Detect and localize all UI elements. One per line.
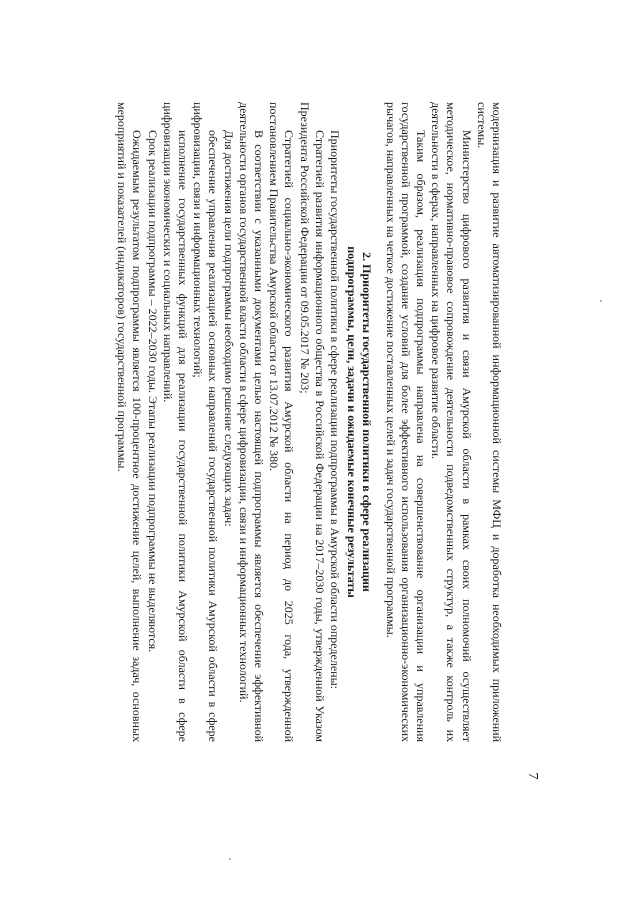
rotated-page-content: [100, 102, 540, 802]
paragraph-expected-result: Ожидаемым результатом подпрограммы является 100-процентное достижение целей, выполнение задач, основных мероприятий и показателей (индикаторов) государственной программы.: [115, 102, 145, 742]
page-number: 7: [525, 772, 540, 780]
paragraph-priorities-intro: Приоритеты государственной политики в сфере реализации подпрограммы в Амурской области определены:: [327, 130, 342, 689]
section-heading: [344, 102, 374, 742]
paragraph-conclusion: Таким образом, реализация подпрограммы направлена на совершенствование организации и управления государственной программой, создание условий для более эффективного использования организационно-экономических рычагов, направленных на четкое достижение поставленных целей и задач государственной программы.: [383, 102, 428, 742]
section-heading-line-2: подпрограммы, цели, задачи и ожидаемые конечные результаты: [345, 246, 360, 598]
paragraph-ministry-role: Министерство цифрового развития и связи Амурской области в рамках своих полномочий осуществляет методическое, нормативно-правовое сопровождение деятельности подведомственных структур, а также контроль их деятельности в сферах, направленных на цифровое развитие области.: [429, 102, 474, 742]
body-text: [114, 102, 504, 742]
section-heading-line-1: 2. Приоритеты государственной политики в сфере реализации: [360, 252, 375, 592]
paragraph-task-1: обеспечение управления реализацией основных направлений государственной политики Амурской области в сфере цифровизации, связи и информационных технологий;: [191, 102, 221, 742]
paragraph-strategy-info-society: Стратегией развития информационного общества в Российской Федерации на 2017–2030 годы, утвержденной Указом Президента Российской Федерации от 09.05.2017 № 203;: [297, 102, 327, 742]
paragraph-strategy-regional: Стратегией социально-экономического развития Амурской области на период до 2025 года, утвержденной постановлением Правительства Амурской области от 13.07.2012 № 380.: [267, 102, 297, 742]
scan-artifact: [229, 858, 231, 860]
paragraph-goal: В соответствии с указанными документами целью настоящей подпрограммы является обеспечение эффективной деятельности органов государственной власти области в сфере цифровизации, связи и информационных технологий.: [236, 102, 266, 742]
scan-artifact: [600, 300, 602, 302]
paragraph-task-2: исполнение государственных функций для реализации государственной политики Амурской области в сфере цифровизации экономических и социальных направлений.: [160, 102, 190, 742]
paragraph-tasks-intro: Для достижения цели подпрограммы необходимо решение следующих задач:: [221, 130, 236, 527]
paragraph-mfc-modernization: модернизация и развитие автоматизированной информационной системы МФЦ и доработка необходимых приложений системы.: [474, 102, 504, 742]
paragraph-timeline: Срок реализации подпрограммы – 2022–2030 годы. Этапы реализации подпрограммы не выделяются.: [145, 130, 160, 653]
